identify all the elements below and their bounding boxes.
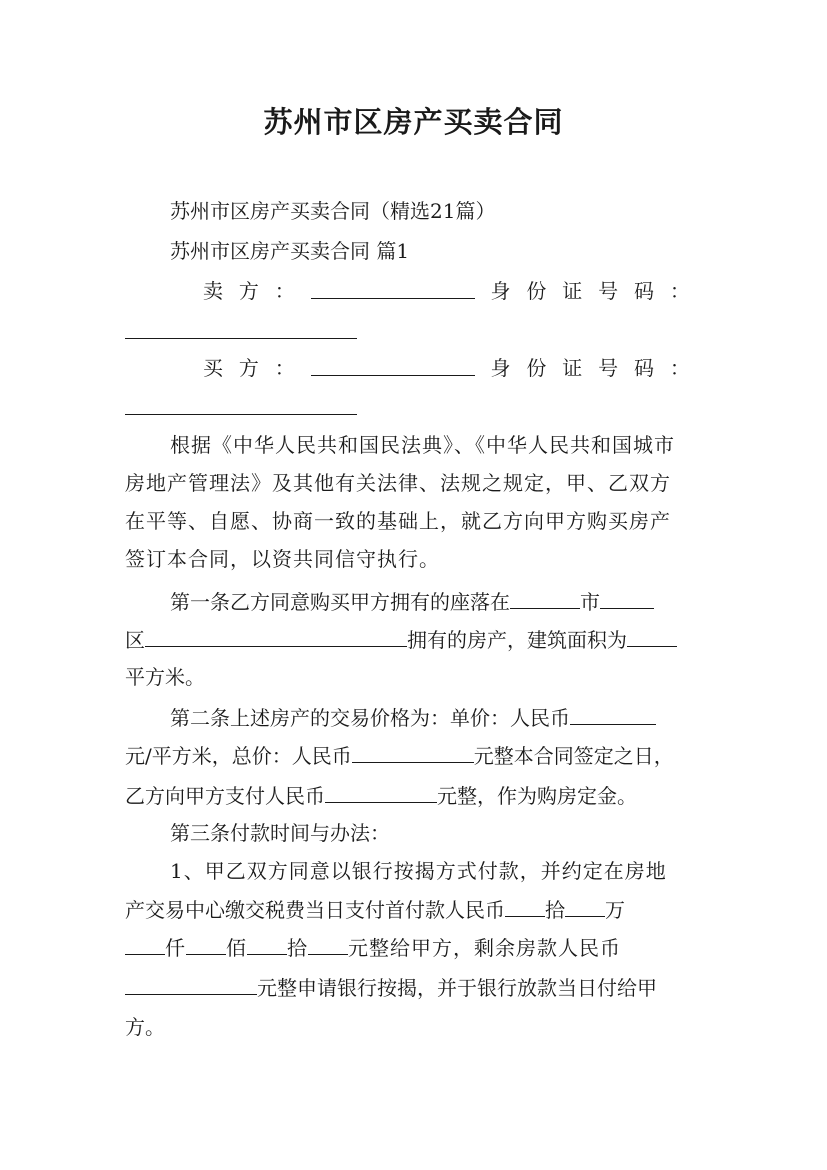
para1-line3: 在平等、自愿、协商一致的基础上，就乙方向甲方购买房产 bbox=[125, 509, 671, 533]
deposit-blank bbox=[325, 782, 437, 803]
city-blank bbox=[510, 588, 580, 609]
remaining-amount-blank bbox=[125, 974, 257, 995]
article1-line2: 区 拥有的房产，建筑面积为 bbox=[125, 626, 677, 653]
para1-line1: 根据《中华人民共和国民法典》、《中华人民共和国城市 bbox=[170, 433, 675, 457]
buyer-id-blank bbox=[125, 394, 357, 415]
para1-line2: 房地产管理法》及其他有关法律、法规之规定，甲、乙双方 bbox=[125, 471, 671, 495]
section-heading: 苏州市区房产买卖合同 篇1 bbox=[170, 239, 410, 263]
seller-name-blank bbox=[311, 278, 475, 299]
article3-line1: 1、甲乙双方同意以银行按揭方式付款，并约定在房地 bbox=[170, 859, 667, 883]
area-blank bbox=[627, 626, 677, 647]
article3-line4: 元整申请银行按揭，并于银行放款当日付给甲 bbox=[125, 974, 657, 1001]
buyer-id-blank-line bbox=[125, 394, 357, 421]
document-subtitle: 苏州市区房产买卖合同（精选21篇） bbox=[170, 199, 496, 223]
article3-line3: 仟 佰 拾 元整给甲方，剩余房款人民币 bbox=[125, 934, 621, 961]
unit-price-blank bbox=[570, 704, 656, 725]
document-title: 苏州市区房产买卖合同 bbox=[263, 105, 564, 139]
seller-line: 卖 方 ： 身 份 证 号 码 ： bbox=[203, 279, 690, 303]
article3-title: 第三条付款时间与办法： bbox=[170, 821, 390, 845]
seller-id-blank-line bbox=[125, 318, 357, 345]
location-blank bbox=[145, 626, 407, 647]
total-price-blank bbox=[352, 742, 474, 763]
buyer-line: 买 方 ： 身 份 证 号 码 ： bbox=[203, 356, 690, 380]
article3-line2: 产交易中心缴交税费当日支付首付款人民币 拾 万 bbox=[125, 898, 625, 922]
para1-line4: 签订本合同，以资共同信守执行。 bbox=[125, 547, 440, 571]
article2-line3: 乙方向甲方支付人民币 元整，作为购房定金。 bbox=[125, 784, 637, 808]
article2-line1: 第二条上述房产的交易价格为：单价：人民币 bbox=[170, 704, 656, 731]
buyer-name-blank bbox=[311, 355, 475, 376]
article1-line1: 第一条乙方同意购买甲方拥有的座落在 市 bbox=[170, 588, 654, 615]
district-blank-a bbox=[600, 588, 654, 609]
seller-id-blank bbox=[125, 318, 357, 339]
article1-line3: 平方米。 bbox=[125, 665, 205, 689]
article2-line2: 元/平方米，总价：人民币 元整本合同签定之日， bbox=[125, 744, 674, 768]
article3-line5: 方。 bbox=[125, 1015, 165, 1039]
